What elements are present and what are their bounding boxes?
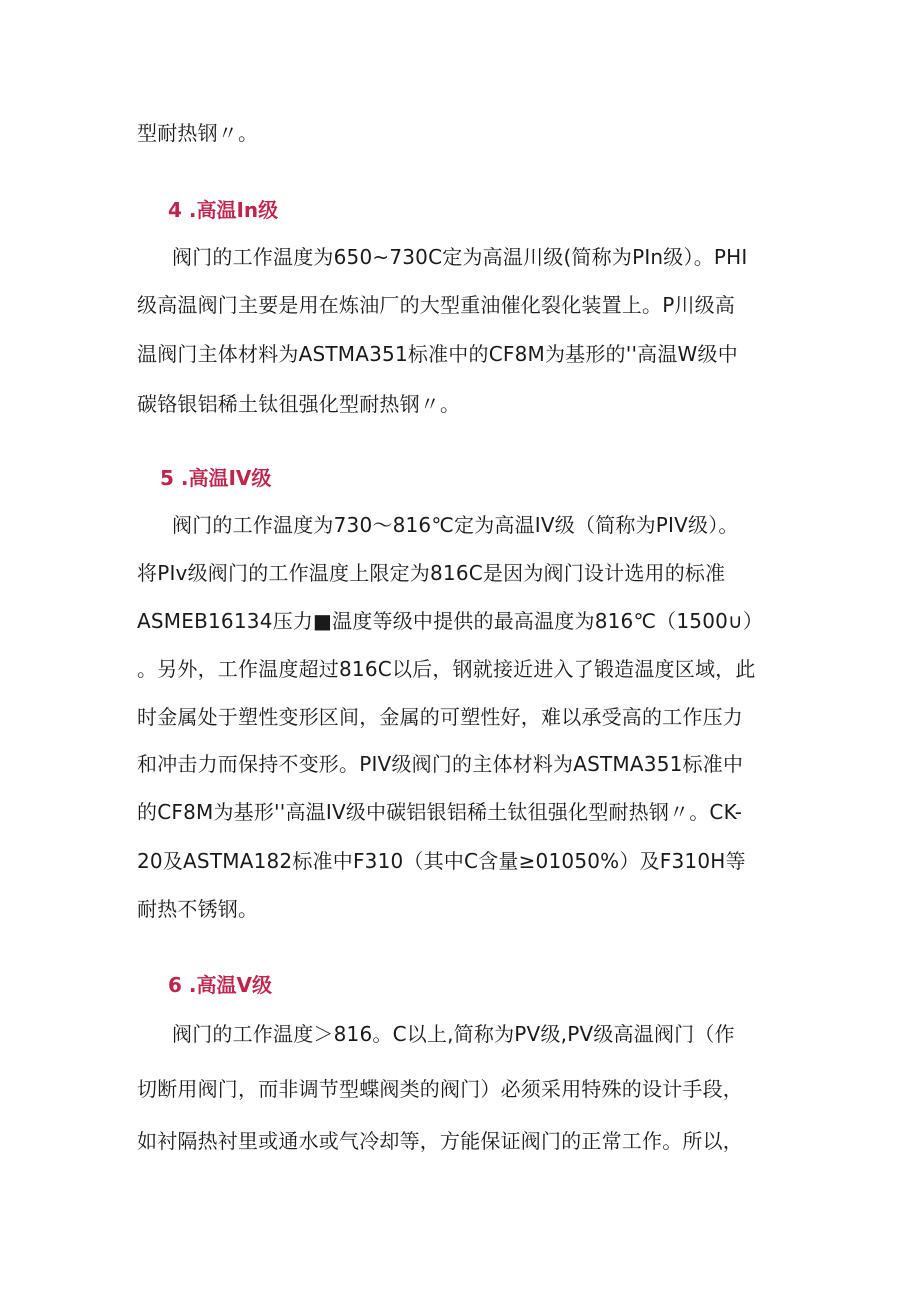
paragraph-line: 切断用阀门，而非调节型蝶阀类的阀门）必须采用特殊的设计手段， bbox=[137, 1077, 743, 1101]
paragraph-line: 阀门的工作温度＞816。C以上,简称为PV级,PV级高温阀门（作 bbox=[172, 1022, 735, 1046]
paragraph-line: 时金属处于塑性变形区间，金属的可塑性好，难以承受高的工作压力 bbox=[137, 705, 743, 729]
paragraph-line: 。另外，工作温度超过816C以后，钢就接近进入了锻造温度区域，此 bbox=[137, 657, 756, 681]
paragraph-line: 将PIv级阀门的工作温度上限定为816C是因为阀门设计选用的标准 bbox=[137, 561, 726, 585]
paragraph-line: 如衬隔热衬里或通水或气冷却等，方能保证阀门的正常工作。所以， bbox=[137, 1129, 743, 1153]
paragraph-line: 耐热不锈钢。 bbox=[137, 897, 259, 921]
paragraph-line: 的CF8M为基形''高温IV级中碳铝银铝稀土钛徂强化型耐热钢〃。CK- bbox=[137, 800, 743, 824]
paragraph-line: 20及ASTMA182标准中F310（其中C含量≥01050%）及F310H等 bbox=[137, 849, 746, 873]
paragraph-line: 温阀门主体材料为ASTMA351标准中的CF8M为基形的''高温W级中 bbox=[137, 342, 738, 366]
paragraph-line: ASMEB16134压力■温度等级中提供的最高温度为816℃（1500∪） bbox=[137, 609, 764, 633]
paragraph-line: 碳铬银铝稀土钛徂强化型耐热钢〃。 bbox=[137, 392, 461, 416]
section-heading-5: 5 .高温IV级 bbox=[160, 466, 272, 490]
intro-tail-line: 型耐热钢〃。 bbox=[137, 121, 259, 145]
section-heading-6: 6 .高温V级 bbox=[168, 973, 272, 997]
paragraph-line: 阀门的工作温度为730～816℃定为高温IV级（简称为PIV级）。 bbox=[172, 513, 739, 537]
section-heading-4: 4 .高温In级 bbox=[168, 198, 279, 222]
paragraph-line: 阀门的工作温度为650~730C定为高温川级(简称为PIn级）。PHI bbox=[172, 245, 748, 269]
paragraph-line: 和冲击力而保持不变形。PIV级阀门的主体材料为ASTMA351标准中 bbox=[137, 752, 744, 776]
paragraph-line: 级高温阀门主要是用在炼油厂的大型重油催化裂化装置上。P川级高 bbox=[137, 293, 736, 317]
